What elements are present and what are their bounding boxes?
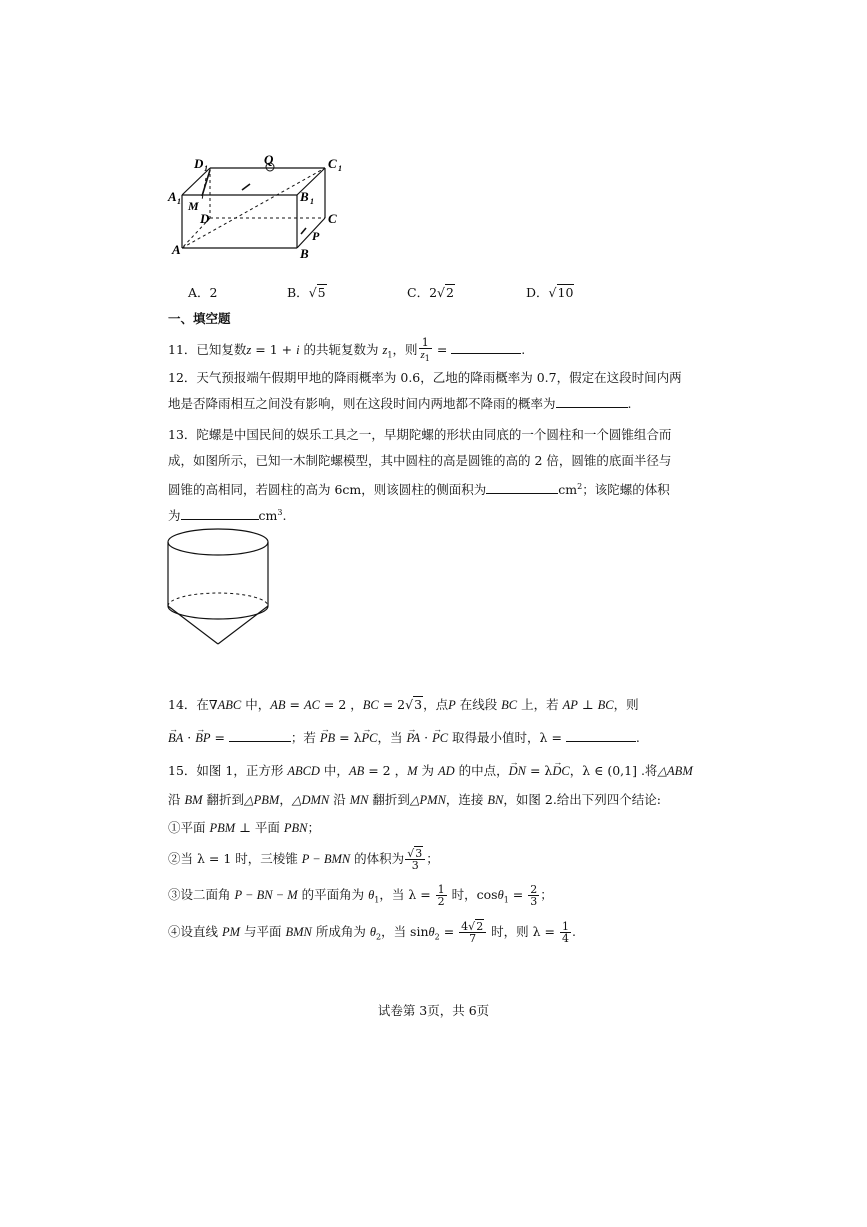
- label-b: B: [300, 246, 309, 260]
- page-footer: 试卷第 3页，共 6页: [377, 1003, 490, 1018]
- label-q: Q: [264, 152, 274, 167]
- answer-blank[interactable]: [229, 730, 291, 742]
- answer-blank[interactable]: [566, 730, 636, 742]
- question-12-line2: 地是否降雨相互之间没有影响，则在这段时间内两地都不降雨的概率为 .: [168, 396, 632, 411]
- answer-blank[interactable]: [486, 482, 558, 494]
- question-13-line3: 圆锥的高相同，若圆柱的高为 6cm，则该圆柱的侧面积为 $cm^2$；该陀螺的体积: [168, 482, 670, 498]
- conclusion-1: ①平面 PBM ⊥ 平面 PBN；: [168, 820, 320, 835]
- label-c: C: [328, 211, 337, 226]
- choice-c: C．2√2: [407, 285, 454, 300]
- label-b1-sub: 1: [310, 197, 314, 206]
- question-13-line4: 为 $cm^3$.: [168, 508, 287, 524]
- question-12-line1: 12．天气预报端午假期甲地的降雨概率为 0.6，乙地的降雨概率为 0.7，假定在这段时间内两: [168, 370, 682, 385]
- label-d: D: [200, 211, 210, 226]
- choice-b: B．√5: [287, 285, 326, 300]
- question-14-line2: → BA · → BP = ；若 → PB = λ→ PC，当 → PA · → PC 取得最小值时，λ = .: [168, 730, 640, 746]
- question-15-line2: 沿 BM 翻折到△PBM，△DMN 沿 MN 翻折到△PMN，连接 BN，如图 2.给出下列四个结论:: [168, 792, 662, 807]
- conclusion-4: ④设直线 PM 与平面 BMN 所成角为 $\theta_2$，当 sinθ$_2$ = $\frac{4√2}{7}$ 时，则 λ = $\frac{1}{4}$ .: [168, 920, 576, 945]
- cuboid-figure: [160, 148, 360, 260]
- question-11: 11．已知复数z = 1 + i 的共轭复数为 $z_1$，则 $\frac{1}{z_1}$ = .: [168, 336, 526, 364]
- label-d1: D: [194, 156, 204, 171]
- label-a1-sub: 1: [177, 197, 181, 206]
- spinning-top-figure: [160, 524, 280, 650]
- label-c1: C: [328, 156, 337, 171]
- question-13-line1: 13．陀螺是中国民间的娱乐工具之一，早期陀螺的形状由同底的一个圆柱和一个圆锥组合而: [168, 427, 672, 442]
- choice-d: D．√10: [526, 285, 574, 300]
- label-p: P: [312, 229, 320, 243]
- label-a1: A: [168, 189, 177, 204]
- label-a: A: [172, 242, 181, 257]
- choice-a: A．2: [188, 285, 218, 300]
- question-14-line1: 14．在∇ABC 中，AB = AC = 2 ，BC = 2√3，点P 在线段 BC 上，若 AP ⊥ BC，则: [168, 697, 639, 712]
- label-m: M: [188, 199, 199, 213]
- answer-blank[interactable]: [181, 508, 259, 520]
- label-c1-sub: 1: [338, 164, 342, 173]
- label-b1: B: [300, 189, 309, 204]
- question-13-line2: 成，如图所示，已知一木制陀螺模型，其中圆柱的高是圆锥的高的 2 倍，圆锥的底面半径与: [168, 453, 672, 468]
- conclusion-2: ②当 λ = 1 时，三棱锥 P − BMN 的体积为 $\frac{√3}{3}$ ；: [168, 847, 439, 872]
- conclusion-3: ③设二面角 P − BN − M 的平面角为 $\theta_1$，当 λ = $\frac{1}{2}$ 时，cosθ$_1$ = $\frac{2}{3}$ ；: [168, 883, 553, 908]
- answer-blank[interactable]: [556, 396, 628, 408]
- answer-blank[interactable]: [451, 342, 521, 354]
- label-d1-sub: 1: [204, 164, 208, 173]
- question-15-line1: 15．如图 1，正方形 ABCD 中，AB = 2 ，M 为 AD 的中点，→ DN = λ→ DC，λ ∈ (0,1] .将△ABM: [168, 763, 693, 779]
- section-title: 一、填空题: [168, 311, 231, 326]
